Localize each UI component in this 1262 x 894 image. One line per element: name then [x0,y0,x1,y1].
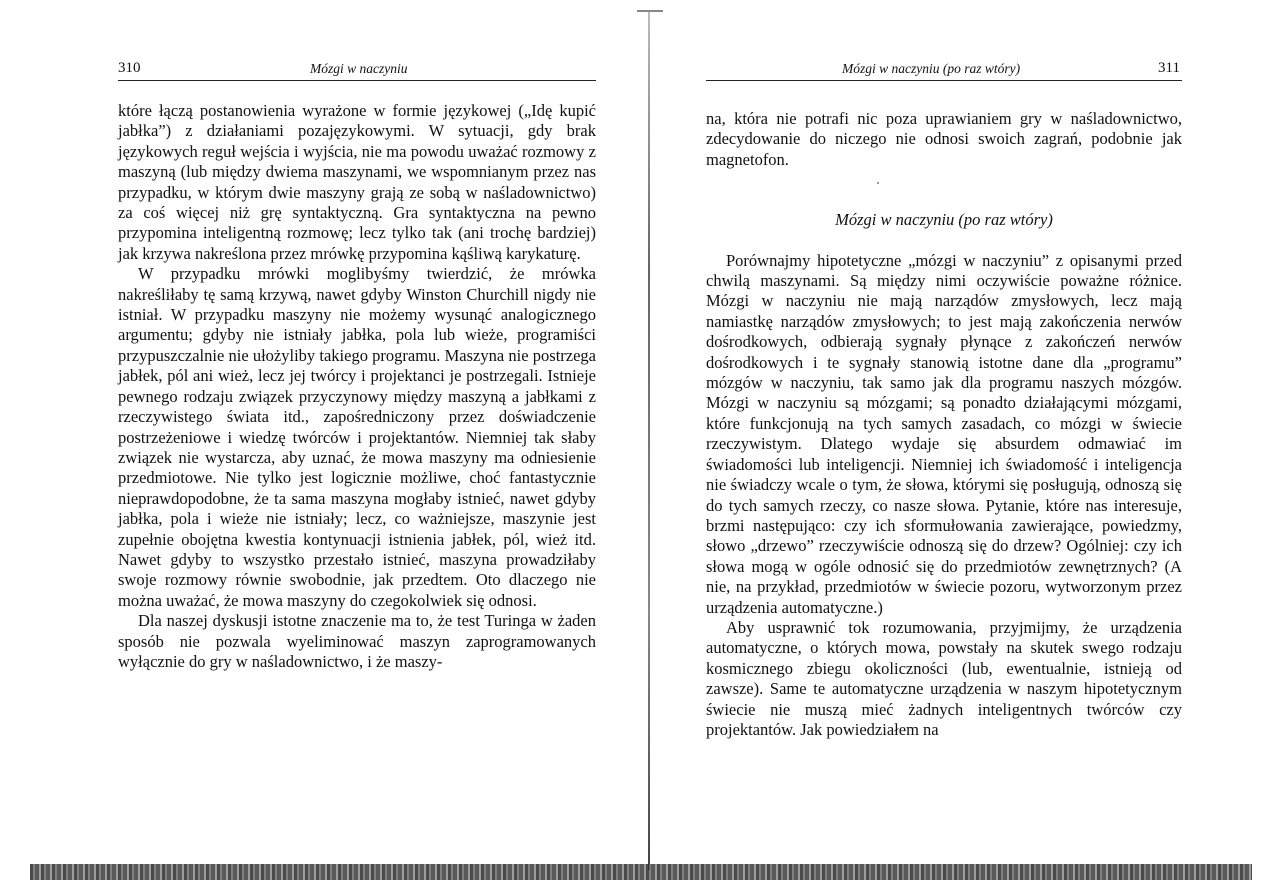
paragraph: Porównajmy hipotetyczne „mózgi w naczyniu” z opisanymi przed chwilą maszynami. Są między nimi oczywiście poważne różnice. Mózgi w naczyniu nie mają narządów zmysłowych, lecz mają namiastkę narządów zmysłowych; to jest mają zakończenia nerwów dośrodkowych, odbierają sygnały płynące z zakończeń nerwów dośrodkowych i te sygnały stanowią istotne dane dla „programu” mózgów w naczyniu, tak samo jak dla programu naszych mózgów. Mózgi w naczyniu są mózgami; są ponadto działającymi mózgami, które funkcjonują na tych samych zasadach, co mózgi w świecie rzeczywistym. Dlatego wydaje się absurdem odmawiać im świadomości lub inteligencji. Niemniej ich świadomość i inteligencja nie świadczy wcale o tym, że słowa, którymi się posługują, odnoszą się do tych samych rzeczy, co nasze słowa. Pytanie, które nas interesuje, brzmi następująco: czy ich sformułowania zawierające, powiedzmy, słowo „drzewo” rzeczywiście odnoszą się do drzew? Ogólniej: czy ich słowa mogą w ogóle odnosić się do przedmiotów zewnętrznych? (A nie, na przykład, przedmiotów w świecie pozoru, wytworzonym przez urządzenia automatyczne.) [706,250,1182,617]
running-title: Mózgi w naczyniu (po raz wtóry) [842,61,1021,76]
left-page [118,58,596,672]
scan-edge-strip [30,864,1252,880]
left-page-body [118,101,596,672]
section-heading: Mózgi w naczyniu (po raz wtóry) [835,210,1053,230]
paragraph: Dla naszej dyskusji istotne znaczenie ma to, że test Turinga w żaden sposób nie pozwala wyeliminować maszyn zaprogramowanych wyłącznie do gry w naśladownictwo, i że maszy- [118,611,596,671]
page-number: 310 [118,60,141,76]
paragraph: W przypadku mrówki moglibyśmy twierdzić, że mrówka nakreśliłaby tę samą krzywą, nawet gdyby Winston Churchill nigdy nie istniał. W przypadku maszyny nie możemy wysunąć analogicznego argumentu; gdyby nie istniały jabłka, pola lub wieże, programiści przypuszczalnie nie ułożyliby takiego programu. Maszyna nie postrzega jabłek, pól ani wież, lecz jej twórcy i projektanci je postrzegali. Istnieje pewnego rodzaju związek przyczynowy między maszyną a jabłkami z rzeczywistego świata itd., zapośredniczony przez doświadczenie postrzeżeniowe i wiedzę twórców i projektantów. Niemniej tak słaby związek nie wystarcza, aby uznać, że mowa maszyny ma odniesienie przedmiotowe. Nie tylko jest logicznie możliwe, choć fantastycznie nieprawdopodobne, że ta sama maszyna mogłaby istnieć, nawet gdyby jabłka, pola i wieże nie istniały; lecz, co ważniejsze, maszynie jest zupełnie obojętna kwestia kontynuacji istnienia jabłek, pól, wież itd. Nawet gdyby to wszystko przestało istnieć, maszyna prowadziłaby swoje rozmowy równie swobodnie, jak przedtem. Oto dlaczego nie można uważać, że mowa maszyny do czegokolwiek się odnosi. [118,264,596,610]
running-title: Mózgi w naczyniu [310,61,408,76]
right-page-header [706,58,1182,81]
paragraph: na, która nie potrafi nic poza uprawianiem gry w naśladownictwo, zdecydowanie do niczego nie odnosi swoich zagrań, podobnie jak magnetofon. [706,109,1182,169]
right-page-body [706,109,1182,740]
gutter-mark [637,10,663,12]
right-page [706,58,1182,740]
book-gutter [648,12,650,870]
paragraph: Aby usprawnić tok rozumowania, przyjmijmy, że urządzenia automatyczne, o których mowa, powstały na skutek swego rodzaju kosmicznego zbiegu okoliczności (lub, ewentualnie, istnieją od zawsze). Same te automatyczne urządzenia w naszym hipotetycznym świecie nie muszą mieć żadnych inteligentnych twórców czy projektantów. Jak powiedziałem na [706,617,1182,739]
page-number: 311 [1158,60,1180,76]
left-page-header [118,58,596,81]
paragraph: które łączą postanowienia wyrażone w formie językowej („Idę kupić jabłka”) z działaniami pozajęzykowymi. W sytuacji, gdy brak językowych reguł wejścia i wyjścia, nie ma powodu uważać rozmowy z maszyną (lub między dwiema maszynami, we wspomnianym przez nas przypadku, w którym dwie maszyny grają ze sobą w naśladownictwo) za coś więcej niż grę syntaktyczną. Gra syntaktyczna na pewno przypomina inteligentną rozmowę; lecz tylko tak (ani trochę bardziej) jak krzywa nakreślona przez mrówkę przypomina kąśliwą karykaturę. [118,101,596,263]
